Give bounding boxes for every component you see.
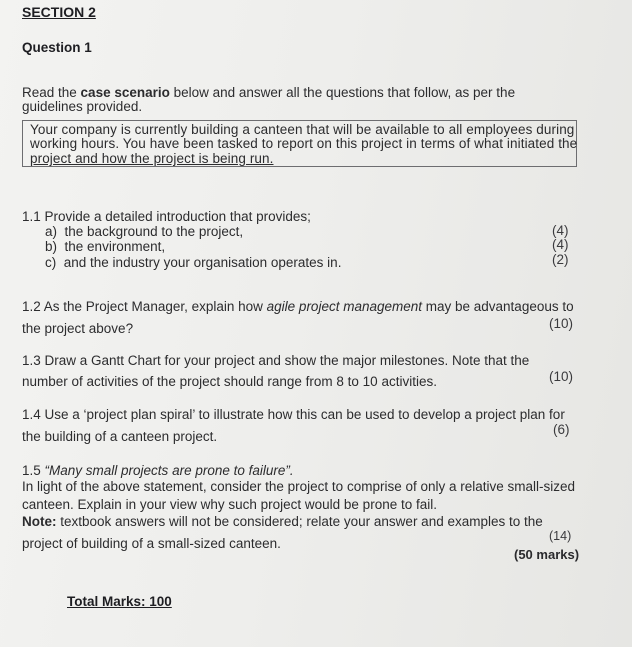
- item-text: the background to the project,: [64, 224, 244, 239]
- q1-2-text-b: may be advantageous to: [422, 299, 574, 314]
- q1-2-line-2: the project above?: [22, 321, 134, 336]
- q1-4-line-1: 1.4 Use a ‘project plan spiral’ to illustrate how this can be used to develop a project plan for: [22, 407, 565, 422]
- q1-3-line-2: number of activities of the project should range from 8 to 10 activities.: [22, 374, 437, 389]
- q1-5-note-line: [22, 513, 543, 530]
- q1-1-stem: 1.1 Provide a detailed introduction that provides;: [22, 209, 311, 224]
- q1-1-c-marks: (2): [552, 252, 569, 267]
- item-label: a): [45, 224, 58, 239]
- intro-text-a: Read the: [22, 85, 81, 100]
- q1-1-item-c: [45, 254, 341, 271]
- q1-4-line-2: the building of a canteen project.: [22, 429, 218, 444]
- q1-3-line-1: 1.3 Draw a Gantt Chart for your project and show the major milestones. Note that the: [22, 353, 530, 368]
- q1-5-line-1: [22, 462, 294, 479]
- q1-5-num: 1.5: [22, 463, 45, 478]
- q1-5-line-2: In light of the above statement, consider the project to comprise of only a relative small-sized: [22, 479, 576, 494]
- case-line-3: project and how the project is being run.: [30, 151, 274, 166]
- q1-3-marks: (10): [549, 369, 574, 384]
- intro-bold: case scenario: [80, 85, 170, 100]
- intro-line-2: guidelines provided.: [22, 99, 143, 114]
- note-label: Note:: [22, 514, 57, 529]
- q1-4-marks: (6): [553, 422, 570, 437]
- q1-1-a-marks: (4): [552, 223, 569, 238]
- item-text: and the industry your organisation operates in.: [63, 255, 342, 270]
- q1-2-line-1: [22, 298, 574, 315]
- q1-1-b-marks: (4): [552, 237, 569, 252]
- q1-5-marks: (14): [549, 529, 572, 543]
- q1-2-text-a: 1.2 As the Project Manager, explain how: [22, 299, 267, 314]
- item-text: the environment,: [64, 239, 166, 254]
- item-label: b): [45, 239, 58, 254]
- section-total-marks: (50 marks): [514, 547, 580, 562]
- total-marks: Total Marks: 100: [67, 594, 172, 609]
- q1-1-item-b: [45, 238, 165, 255]
- case-line-2: working hours. You have been tasked to report on this project in terms of what initiated the: [30, 136, 578, 151]
- case-scenario-box: [22, 120, 577, 167]
- intro-text-b: below and answer all the questions that follow, as per the: [169, 85, 516, 100]
- question-title: Question 1: [22, 40, 92, 55]
- item-label: c): [45, 255, 57, 270]
- q1-5-line-3: canteen. Explain in your view why such project would be prone to fail.: [22, 497, 437, 512]
- note-text: textbook answers will not be considered; relate your answer and examples to the: [56, 514, 543, 529]
- case-line-1: Your company is currently building a canteen that will be available to all employees during: [30, 122, 575, 137]
- section-title: SECTION 2: [22, 4, 96, 20]
- q1-2-marks: (10): [549, 316, 574, 331]
- q1-5-quote: “Many small projects are prone to failure”.: [44, 463, 294, 478]
- q1-5-line-5: project of building of a small-sized canteen.: [22, 536, 281, 551]
- q1-2-italic: agile project management: [266, 299, 422, 314]
